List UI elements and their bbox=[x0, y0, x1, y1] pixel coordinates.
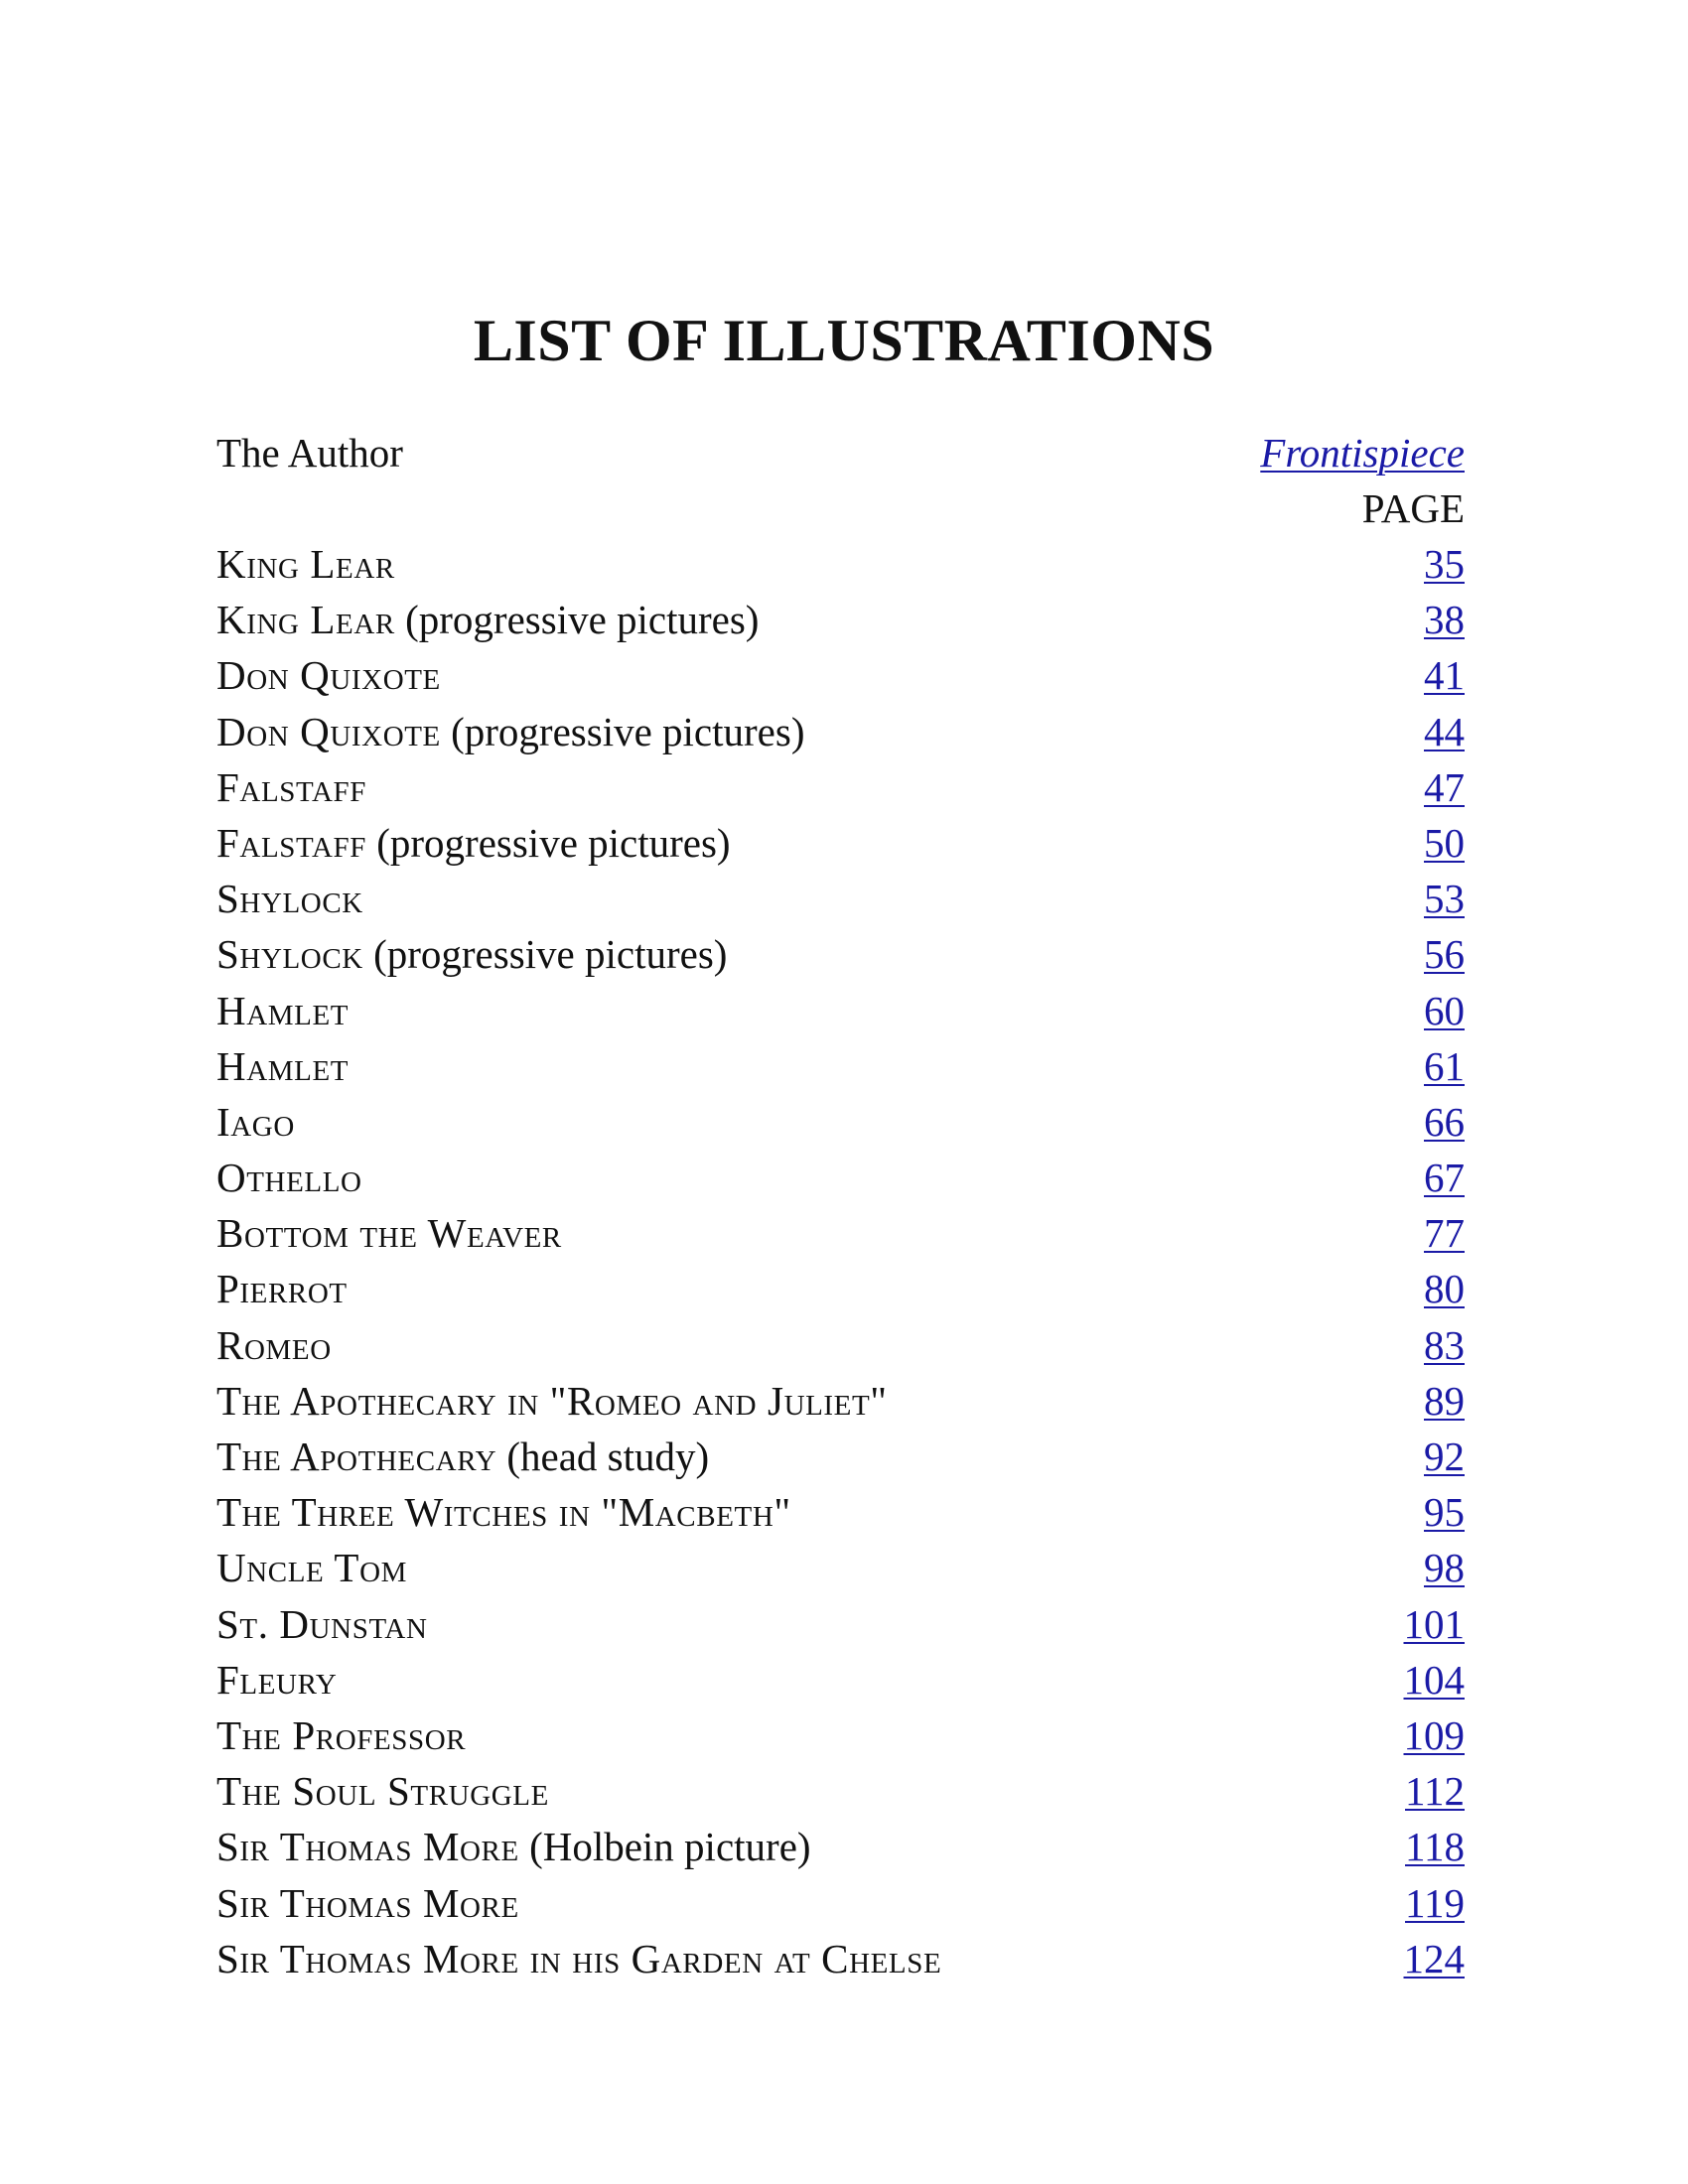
illustration-title-caps: The Soul Struggle bbox=[216, 1768, 549, 1815]
list-item bbox=[216, 1094, 1465, 1150]
illustration-title bbox=[216, 1484, 791, 1540]
list-item bbox=[216, 1652, 1465, 1707]
illustration-title-note: (progressive pictures) bbox=[365, 819, 731, 866]
page-number-link[interactable]: 80 bbox=[1424, 1266, 1465, 1312]
illustration-title bbox=[216, 704, 804, 759]
page-number-link[interactable]: 66 bbox=[1424, 1098, 1465, 1145]
page-title: LIST OF ILLUSTRATIONS bbox=[473, 308, 1215, 373]
illustration-title bbox=[216, 871, 363, 926]
illustration-title-note: (progressive pictures) bbox=[362, 931, 728, 978]
page-number-link[interactable]: 41 bbox=[1424, 652, 1465, 699]
illustration-title bbox=[216, 1261, 348, 1316]
page-number-link[interactable]: 50 bbox=[1424, 819, 1465, 866]
page-column-heading: PAGE bbox=[1361, 485, 1465, 531]
illustration-title-caps: Shylock bbox=[216, 876, 363, 922]
page-number-link[interactable]: 77 bbox=[1424, 1210, 1465, 1257]
page-number-link[interactable]: 98 bbox=[1424, 1545, 1465, 1591]
list-item bbox=[216, 592, 1465, 647]
page-number-link[interactable]: 56 bbox=[1424, 931, 1465, 978]
list-item bbox=[216, 1707, 1465, 1763]
illustration-title-caps: Don Quixote bbox=[216, 652, 441, 699]
illustration-title-caps: Falstaff bbox=[216, 819, 366, 866]
illustration-title-caps: Uncle Tom bbox=[216, 1545, 408, 1591]
illustration-title bbox=[216, 1038, 349, 1094]
list-item bbox=[216, 1484, 1465, 1540]
illustration-title bbox=[216, 1205, 562, 1261]
list-item bbox=[216, 1429, 1465, 1484]
page-number-link[interactable]: 47 bbox=[1424, 763, 1465, 810]
list-item bbox=[216, 704, 1465, 759]
illustration-title bbox=[216, 647, 441, 703]
list-item bbox=[216, 1763, 1465, 1819]
illustration-title-caps: Fleury bbox=[216, 1656, 338, 1703]
list-item bbox=[216, 1819, 1465, 1874]
illustration-title bbox=[216, 1150, 362, 1205]
illustration-title-caps: Don Quixote bbox=[216, 708, 441, 754]
list-item bbox=[216, 983, 1465, 1038]
page-number-link[interactable]: 60 bbox=[1424, 987, 1465, 1033]
list-item bbox=[216, 1261, 1465, 1316]
illustration-title bbox=[216, 1707, 466, 1763]
illustration-title bbox=[216, 983, 349, 1038]
page-number-link[interactable]: 44 bbox=[1424, 708, 1465, 754]
illustration-title bbox=[216, 1373, 888, 1429]
list-item bbox=[216, 1038, 1465, 1094]
illustration-title-caps: Shylock bbox=[216, 931, 363, 978]
illustration-title bbox=[216, 536, 395, 592]
list-item bbox=[216, 1373, 1465, 1429]
page-number-link[interactable]: 124 bbox=[1403, 1935, 1465, 1981]
illustration-title bbox=[216, 1875, 519, 1931]
page-number-link[interactable]: 38 bbox=[1424, 597, 1465, 643]
author-label: The Author bbox=[216, 430, 403, 476]
illustration-title-note: (progressive pictures) bbox=[440, 708, 805, 754]
illustration-list bbox=[216, 536, 1465, 1986]
list-item bbox=[216, 1317, 1465, 1373]
illustration-title-caps: St. Dunstan bbox=[216, 1600, 428, 1647]
illustration-title bbox=[216, 1429, 709, 1484]
illustration-title-note: (progressive pictures) bbox=[394, 597, 760, 643]
illustration-title-caps: Hamlet bbox=[216, 1042, 350, 1089]
illustration-title-caps: The Three Witches in "Macbeth" bbox=[216, 1489, 791, 1536]
illustration-title-note: (Holbein picture) bbox=[518, 1824, 811, 1870]
author-row bbox=[216, 425, 1465, 480]
illustration-title bbox=[216, 592, 759, 647]
list-item bbox=[216, 1150, 1465, 1205]
page-number-link[interactable]: 119 bbox=[1405, 1879, 1465, 1926]
illustration-title bbox=[216, 926, 727, 982]
list-item bbox=[216, 926, 1465, 982]
illustration-title-caps: Sir Thomas More in his Garden at Chelse bbox=[216, 1935, 942, 1981]
page-number-link[interactable]: 104 bbox=[1403, 1656, 1465, 1703]
list-item bbox=[216, 1931, 1465, 1986]
illustration-title-caps: Sir Thomas More bbox=[216, 1824, 519, 1870]
list-item bbox=[216, 1596, 1465, 1652]
page-number-link[interactable]: 61 bbox=[1424, 1042, 1465, 1089]
illustration-title-caps: Sir Thomas More bbox=[216, 1879, 519, 1926]
page-number-link[interactable]: 53 bbox=[1424, 876, 1465, 922]
illustration-title bbox=[216, 1540, 407, 1595]
illustration-title bbox=[216, 1931, 941, 1986]
illustration-title-caps: The Apothecary bbox=[216, 1433, 497, 1479]
illustration-title-caps: Othello bbox=[216, 1155, 362, 1201]
illustration-title bbox=[216, 815, 731, 871]
illustration-title-caps: Hamlet bbox=[216, 987, 350, 1033]
page-number-link[interactable]: 83 bbox=[1424, 1321, 1465, 1368]
illustration-title-caps: Iago bbox=[216, 1098, 295, 1145]
list-item bbox=[216, 815, 1465, 871]
illustration-title bbox=[216, 1094, 295, 1150]
illustration-title-caps: King Lear bbox=[216, 541, 395, 587]
list-item bbox=[216, 1875, 1465, 1931]
illustration-title-caps: The Apothecary in "Romeo and Juliet" bbox=[216, 1377, 888, 1424]
list-item bbox=[216, 871, 1465, 926]
page-number-link[interactable]: 112 bbox=[1405, 1768, 1465, 1815]
illustration-title-caps: Falstaff bbox=[216, 763, 366, 810]
list-item bbox=[216, 1540, 1465, 1595]
list-item bbox=[216, 759, 1465, 815]
illustration-title-caps: Pierrot bbox=[216, 1266, 348, 1312]
list-item bbox=[216, 1205, 1465, 1261]
illustration-title-caps: King Lear bbox=[216, 597, 395, 643]
page-number-link[interactable]: 101 bbox=[1403, 1600, 1465, 1647]
page-number-link[interactable]: 109 bbox=[1403, 1711, 1465, 1758]
illustration-title bbox=[216, 1596, 428, 1652]
list-item bbox=[216, 536, 1465, 592]
page-number-link[interactable]: 67 bbox=[1424, 1155, 1465, 1201]
page-number-link[interactable]: 118 bbox=[1405, 1824, 1465, 1870]
list-item bbox=[216, 647, 1465, 703]
illustration-title-caps: The Professor bbox=[216, 1711, 467, 1758]
illustration-title bbox=[216, 759, 366, 815]
illustration-title bbox=[216, 1819, 811, 1874]
page-number-link[interactable]: 92 bbox=[1424, 1433, 1465, 1479]
illustration-title-note: (head study) bbox=[496, 1433, 710, 1479]
page-number-link[interactable]: 95 bbox=[1424, 1489, 1465, 1536]
frontispiece-link[interactable]: Frontispiece bbox=[1260, 430, 1465, 476]
illustration-title bbox=[216, 1652, 337, 1707]
illustration-title bbox=[216, 1317, 332, 1373]
page-number-link[interactable]: 89 bbox=[1424, 1377, 1465, 1424]
page-number-link[interactable]: 35 bbox=[1424, 541, 1465, 587]
illustration-title bbox=[216, 1763, 549, 1819]
illustration-title-caps: Romeo bbox=[216, 1321, 332, 1368]
illustration-title-caps: Bottom the Weaver bbox=[216, 1210, 562, 1257]
